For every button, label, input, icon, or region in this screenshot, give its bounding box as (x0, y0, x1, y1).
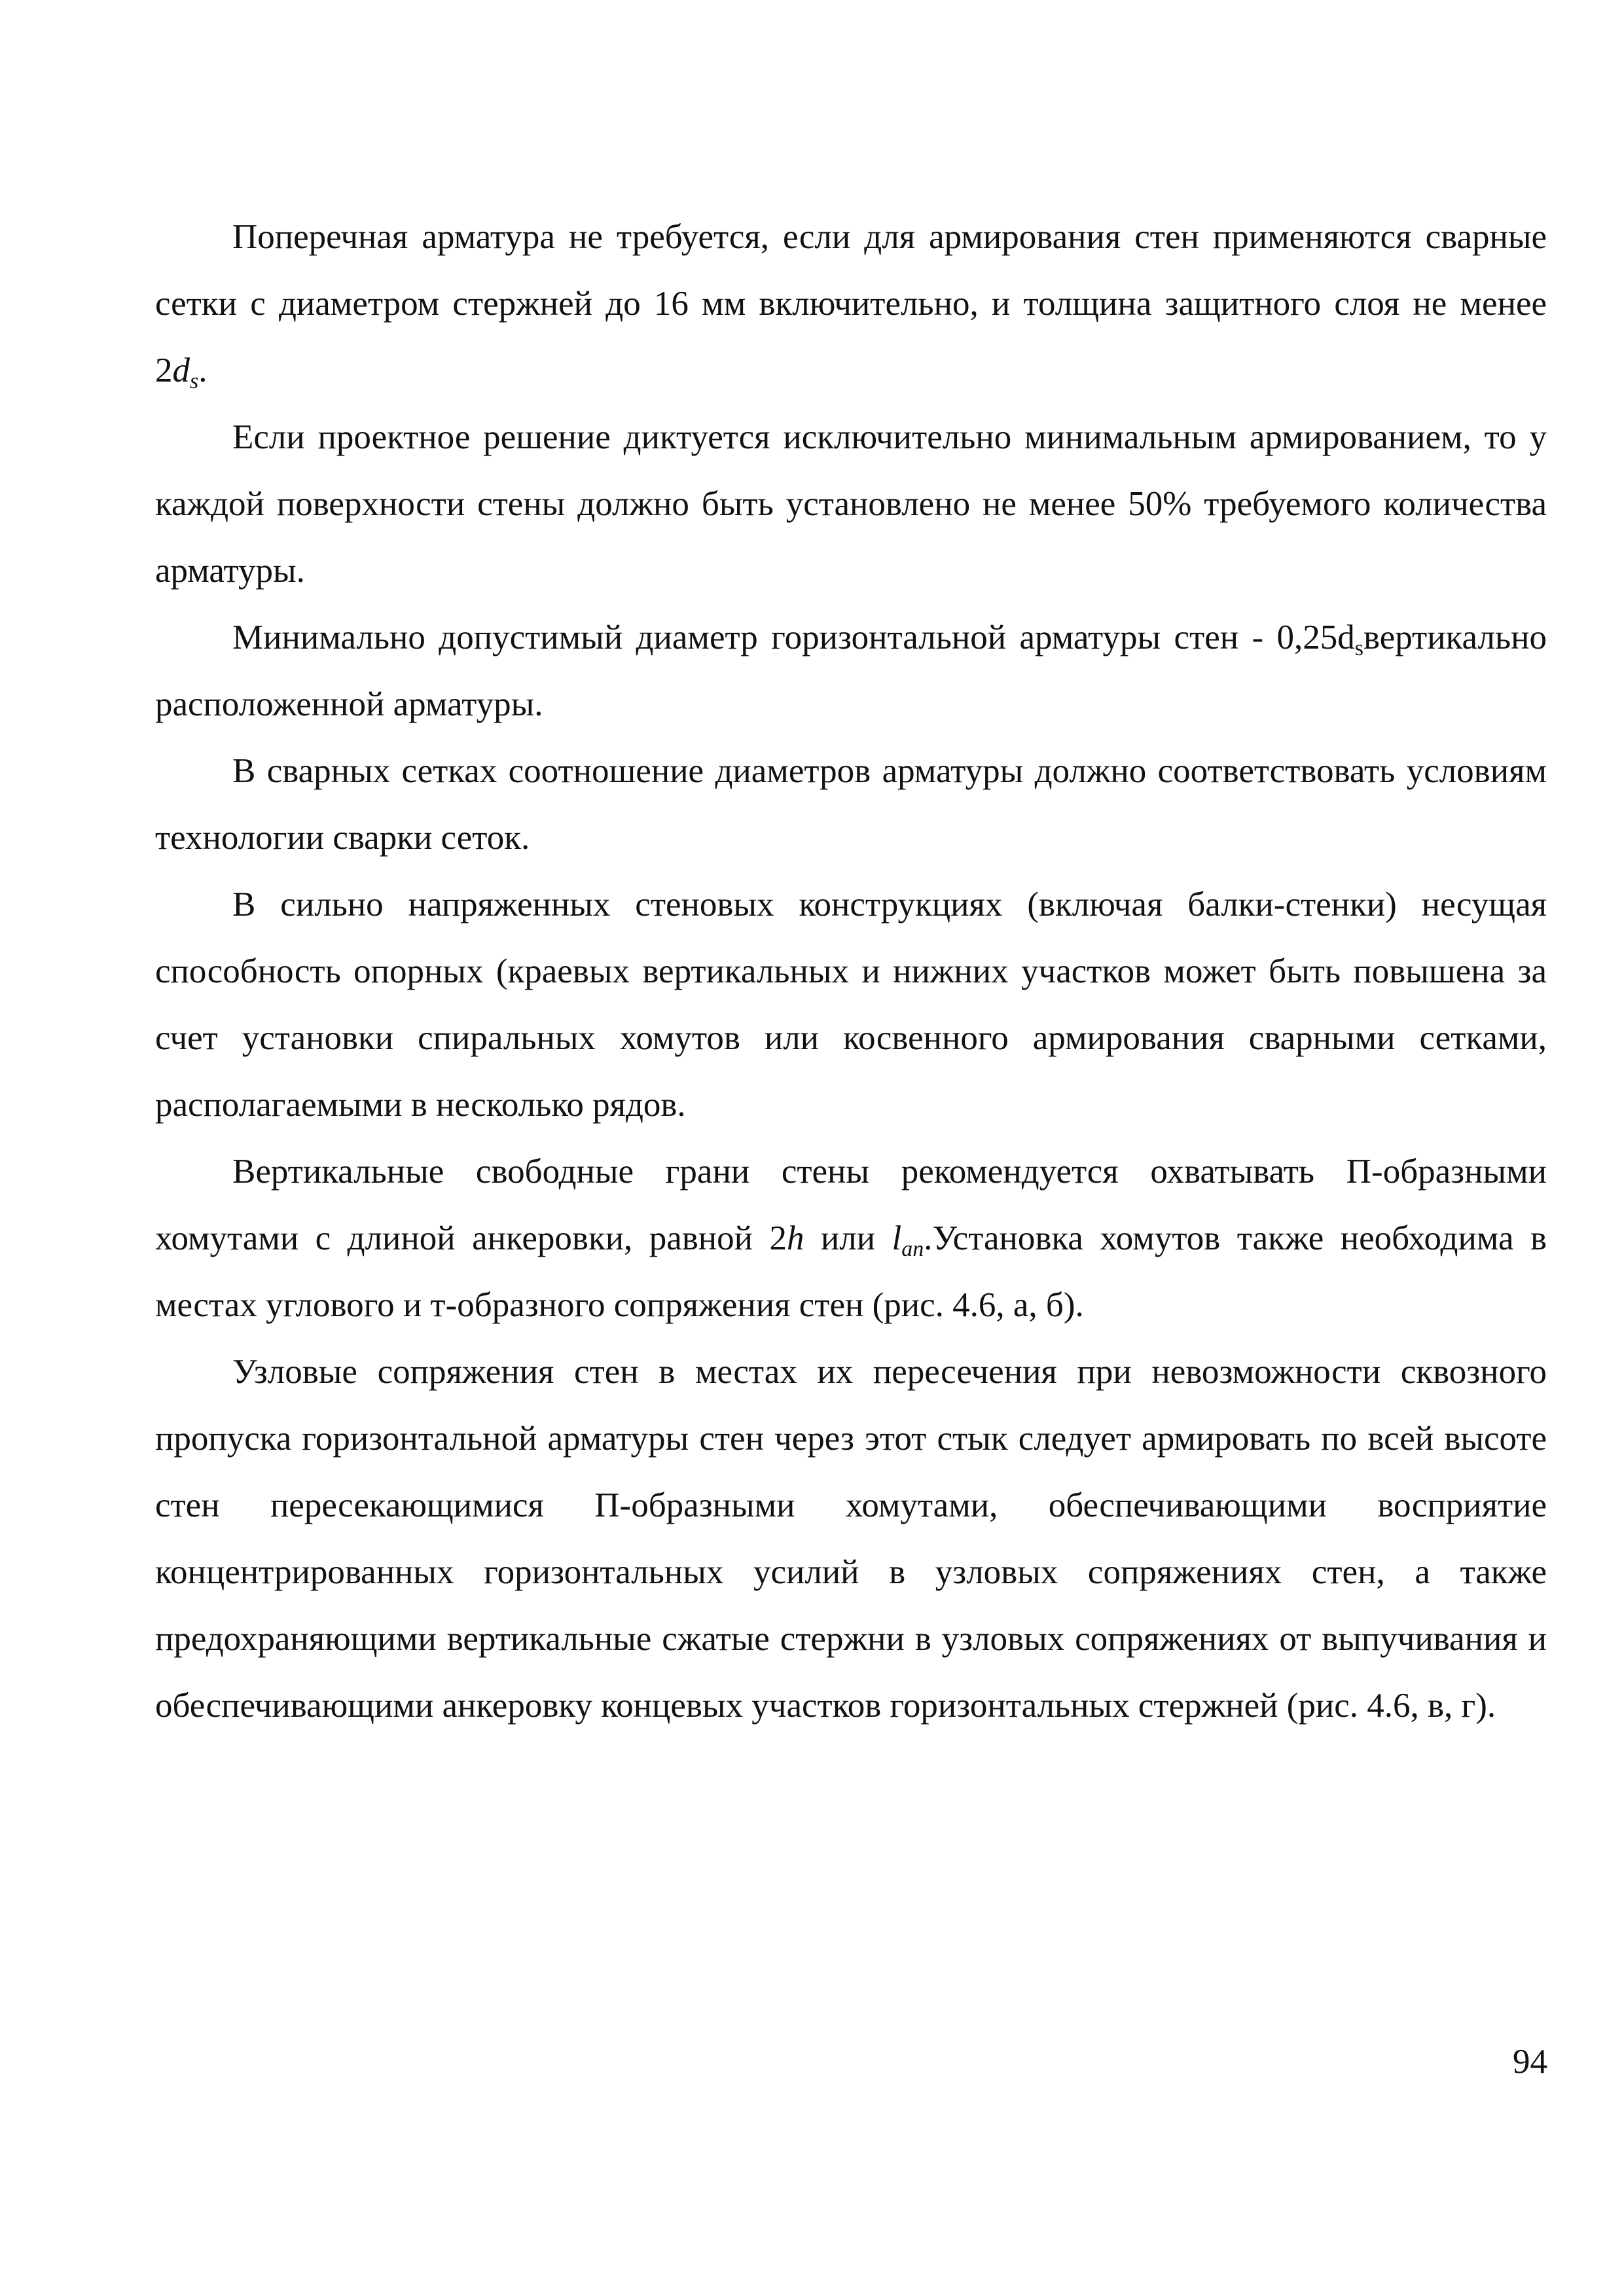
paragraph-7: Узловые сопряжения стен в местах их пересечения при невозможности сквозного пропуска горизонтальной арматуры стен через этот стык следует армировать по всей высоте стен пересекающимися П-образными хомутами, обеспечивающими восприятие концентрированных горизонтальных усилий в узловых сопряжениях стен, а также предохраняющими вертикальные сжатые стержни в узловых сопряжениях от выпучивания и обеспечивающими анкеровку концевых участков горизонтальных стержней (рис. 4.6, в, г). (155, 1353, 1547, 1725)
paragraph-3: Минимально допустимый диаметр горизонтальной арматуры стен - $0,25d_sвертикально$ расположенной арматуры. (155, 619, 1547, 723)
page-number: 94 (1513, 2043, 1547, 2081)
paragraph-1: Поперечная арматура не требуется, если для армирования стен применяются сварные сетки с диаметром стержней до 16 мм включительно, и толщина защитного слоя не менее $2d_s$. (155, 218, 1547, 393)
paragraph-5: В сильно напряженных стеновых конструкциях (включая балки-стенки) несущая способность опорных (краевых вертикальных и нижних участков может быть повышена за счет установки спиральных хомутов или косвенного армирования сварными сетками, располагаемыми в несколько рядов. (155, 886, 1547, 1124)
paragraph-4: В сварных сетках соотношение диаметров арматуры должно соответствовать условиям технологии сварки сеток. (155, 752, 1547, 857)
paragraph-2: Если проектное решение диктуется исключительно минимальным армированием, то у каждой поверхности стены должно быть установлено не менее 50% требуемого количества арматуры. (155, 418, 1547, 590)
paragraph-6: Вертикальные свободные грани стены рекомендуется охватывать П-образными хомутами с длиной анкеровки, равной 2h или $l_{an}.Установка$ хомутов также необходима в местах углового и т-образного сопряжения стен (рис. 4.6, а, б). (155, 1153, 1547, 1324)
body-text (155, 204, 1547, 1739)
